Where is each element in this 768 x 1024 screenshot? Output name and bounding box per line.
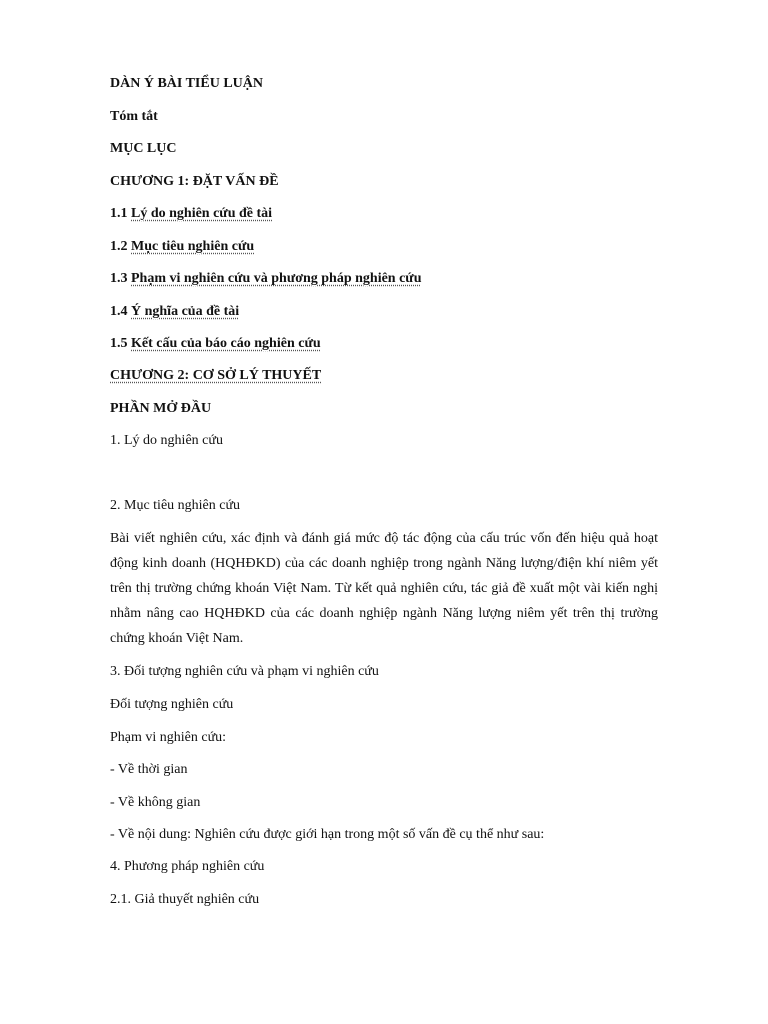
scope-time: - Về thời gian xyxy=(110,762,188,777)
research-scope: Phạm vi nghiên cứu: xyxy=(110,730,227,745)
objective-paragraph: Bài viết nghiên cứu, xác định và đánh giá mức độ tác động của cấu trúc vốn đến hiệu quả hoạt động kinh doanh (HQHĐKD) của các doanh nghiệp trong ngành Năng lượng/điện khí niêm yết trên thị trường chứng khoán Việt Nam. Từ kết quả nghiên cứu, tác giả đề xuất một vài kiến nghị nhằm nâng cao HQHĐKD của các doanh nghiệp ngành Năng lượng niêm yết trên thị trường chứng khoán Việt Nam. xyxy=(110,531,658,646)
section-number: 1.1 xyxy=(110,206,128,221)
toc-heading: MỤC LỤC xyxy=(110,141,177,156)
summary-heading: Tóm tắt xyxy=(110,109,158,124)
intro-item-3: 3. Đối tượng nghiên cứu và phạm vi nghiên cứu xyxy=(110,664,379,679)
chapter2-heading[interactable]: CHƯƠNG 2: CƠ SỞ LÝ THUYẾT xyxy=(110,368,322,383)
intro-item-2: 2. Mục tiêu nghiên cứu xyxy=(110,498,241,513)
section-1-4[interactable] xyxy=(110,303,239,321)
section-link[interactable]: Mục tiêu nghiên cứu xyxy=(131,239,255,254)
intro-heading: PHẦN MỞ ĐẦU xyxy=(110,401,212,416)
intro-item-4-1: 2.1. Giả thuyết nghiên cứu xyxy=(110,892,260,907)
section-link[interactable]: Ý nghĩa của đề tài xyxy=(131,304,240,319)
research-subject: Đối tượng nghiên cứu xyxy=(110,697,234,712)
section-1-1[interactable] xyxy=(110,205,272,223)
intro-item-4: 4. Phương pháp nghiên cứu xyxy=(110,859,265,874)
chapter1-heading: CHƯƠNG 1: ĐẶT VẤN ĐỀ xyxy=(110,174,279,189)
section-link[interactable]: Lý do nghiên cứu đề tài xyxy=(131,206,273,221)
scope-content: - Về nội dung: Nghiên cứu được giới hạn trong một số vấn đề cụ thể như sau: xyxy=(110,827,545,842)
scope-space: - Về không gian xyxy=(110,795,201,810)
section-1-2[interactable] xyxy=(110,238,254,256)
section-number: 1.2 xyxy=(110,239,128,254)
section-number: 1.4 xyxy=(110,304,128,319)
section-link[interactable]: Kết cấu của báo cáo nghiên cứu xyxy=(131,336,321,351)
section-1-5[interactable] xyxy=(110,335,321,353)
section-number: 1.5 xyxy=(110,336,128,351)
section-1-3[interactable] xyxy=(110,270,422,288)
intro-item-1: 1. Lý do nghiên cứu xyxy=(110,433,223,448)
section-number: 1.3 xyxy=(110,271,128,286)
document-title: DÀN Ý BÀI TIỂU LUẬN xyxy=(110,76,263,91)
section-link[interactable]: Phạm vi nghiên cứu và phương pháp nghiên cứu xyxy=(131,271,422,286)
